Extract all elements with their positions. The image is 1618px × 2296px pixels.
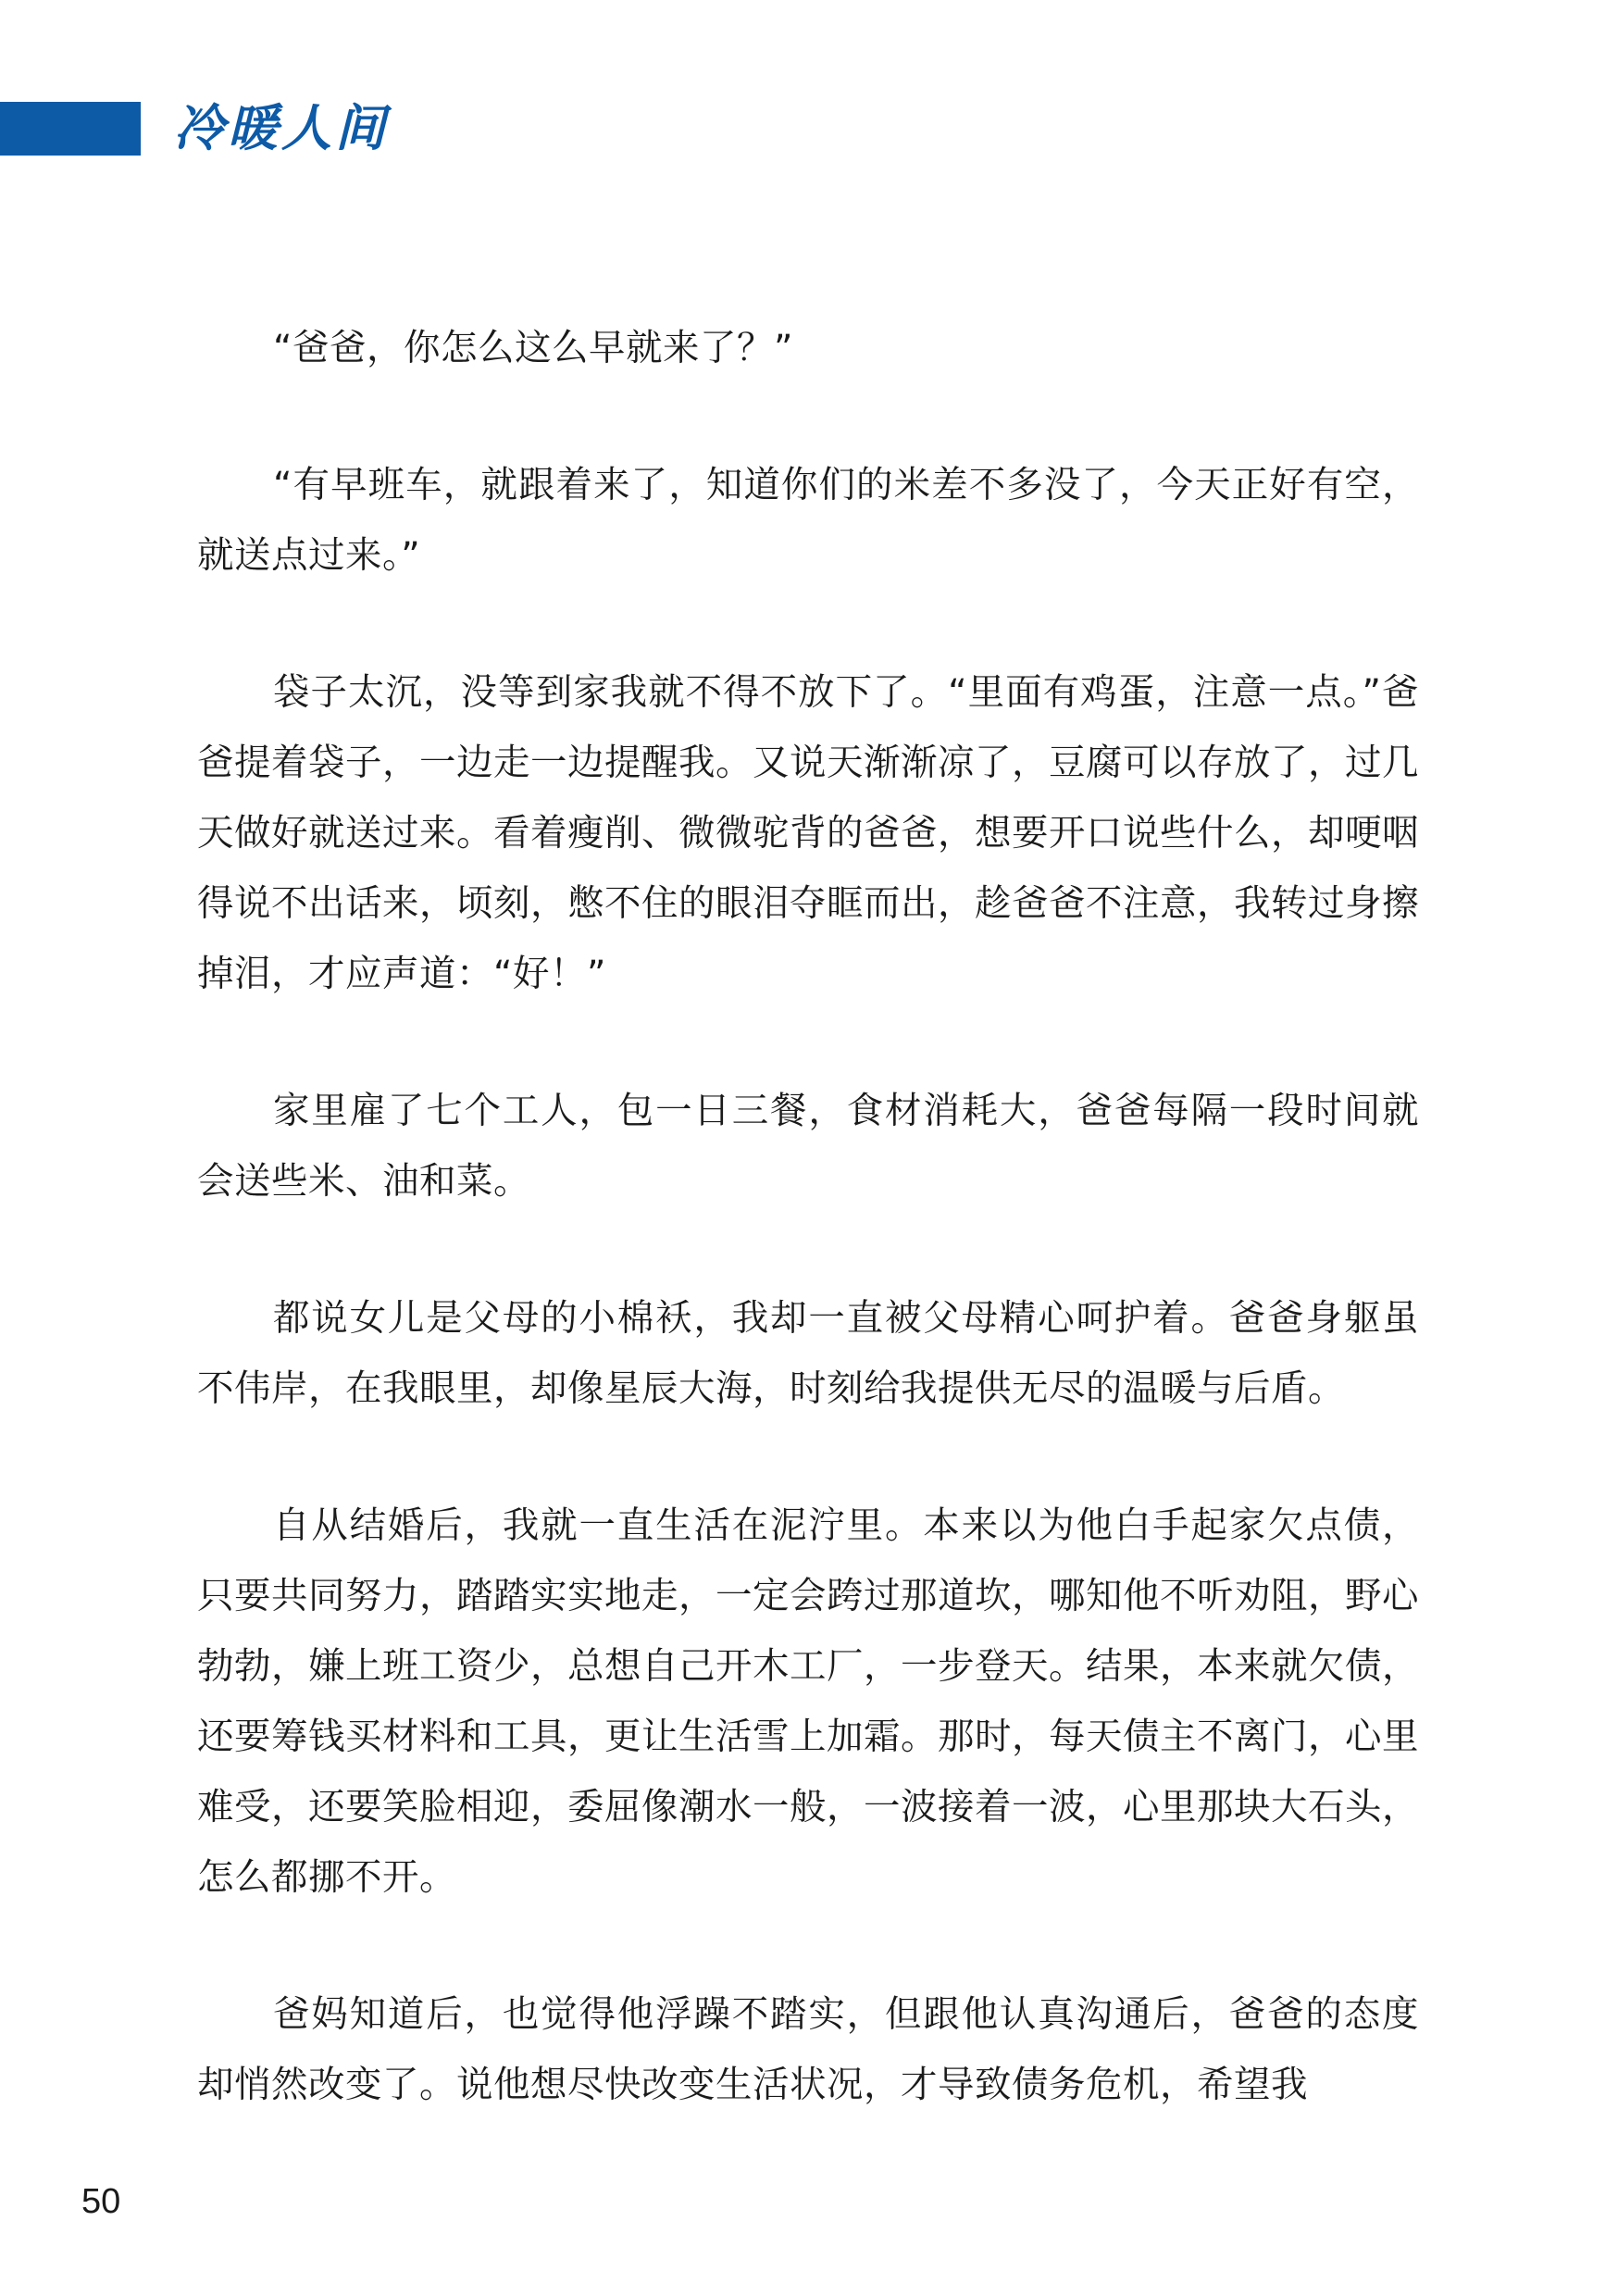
paragraph: 自从结婚后，我就一直生活在泥泞里。本来以为他白手起家欠点债，只要共同努力，踏踏实实地走，一定会跨过那道坎，哪知他不听劝阻，野心勃勃，嫌上班工资少，总想自己开木工厂，一步登天。结果，本来就欠债，还要筹钱买材料和工具，更让生活雪上加霜。那时，每天债主不离门，心里难受，还要笑脸相迎，委屈像潮水一般，一波接着一波，心里那块大石头，怎么都挪不开。 xyxy=(197,1504,1419,1899)
paragraph: 都说女儿是父母的小棉袄，我却一直被父母精心呵护着。爸爸身躯虽不伟岸，在我眼里，却像星辰大海，时刻给我提供无尽的温暖与后盾。 xyxy=(197,1297,1419,1410)
paragraph: 家里雇了七个工人，包一日三餐，食材消耗大，爸爸每隔一段时间就会送些米、油和菜。 xyxy=(197,1090,1419,1203)
paragraph: 爸妈知道后，也觉得他浮躁不踏实，但跟他认真沟通后，爸爸的态度却悄然改变了。说他想尽快改变生活状况，才导致债务危机，希望我 xyxy=(197,1993,1419,2106)
paragraph: 袋子太沉，没等到家我就不得不放下了。“里面有鸡蛋，注意一点。”爸爸提着袋子，一边走一边提醒我。又说天渐渐凉了，豆腐可以存放了，过几天做好就送过来。看着瘦削、微微驼背的爸爸，想要开口说些什么，却哽咽得说不出话来，顷刻，憋不住的眼泪夺眶而出，趁爸爸不注意，我转过身擦掉泪，才应声道：“好！” xyxy=(197,671,1419,995)
section-title: 冷暖人间 xyxy=(174,99,389,157)
paragraph: “有早班车，就跟着来了，知道你们的米差不多没了，今天正好有空，就送点过来。” xyxy=(197,464,1419,577)
page-number: 50 xyxy=(81,2182,121,2221)
article-body xyxy=(197,313,1419,2187)
header-accent-bar xyxy=(0,102,141,156)
paragraph: “爸爸，你怎么这么早就来了？” xyxy=(273,327,793,369)
